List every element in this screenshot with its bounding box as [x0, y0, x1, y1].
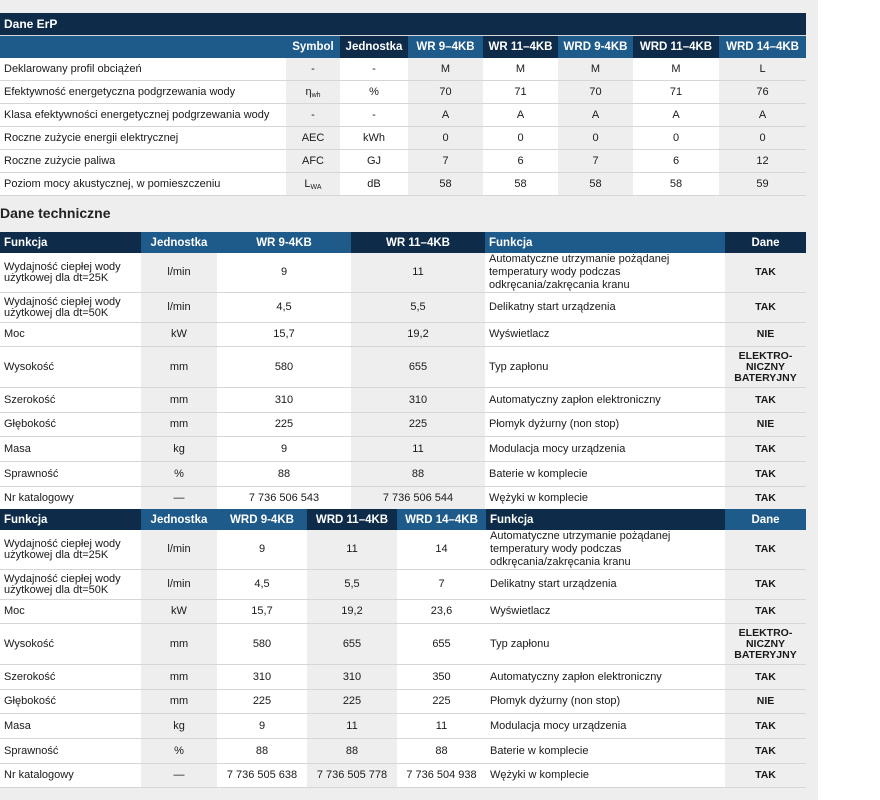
erp-header-blank	[0, 36, 286, 59]
tech-row	[0, 665, 806, 690]
tech2-header-model: WRD 11–4KB	[307, 509, 397, 530]
erp-symbol-text: -	[311, 108, 315, 121]
tech-row-value: 655	[307, 624, 397, 665]
erp-row-unit: -	[340, 58, 408, 81]
erp-header-model: WRD 11–4KB	[633, 36, 719, 59]
tech-row-unit: l/min	[141, 570, 217, 600]
erp-symbol-text: -	[311, 62, 315, 75]
tech-row	[0, 624, 806, 665]
tech-row-value: 310	[307, 665, 397, 690]
erp-row-value: 0	[633, 127, 719, 150]
tech-row-value: 655	[351, 347, 485, 388]
erp-row-value: A	[558, 104, 633, 127]
tech-row-data: TAK	[725, 764, 806, 788]
erp-row	[0, 150, 806, 173]
tech-row	[0, 739, 806, 764]
tech-row-feature: Modulacja mocy urządzenia	[485, 437, 725, 462]
tech-row-function: Wydajność ciepłej wody użytkowej dla dt=25K	[0, 253, 141, 293]
erp-row-unit: dB	[340, 173, 408, 196]
tech-row-value: 88	[397, 739, 486, 764]
tech-row-unit: mm	[141, 413, 217, 437]
tech-row-data: TAK	[725, 487, 806, 511]
section-title: Dane techniczne	[0, 205, 111, 221]
tech-row-data: TAK	[725, 739, 806, 764]
tech-row-data: TAK	[725, 437, 806, 462]
tech2-header-unit: Jednostka	[141, 509, 217, 530]
erp-header-unit: Jednostka	[340, 36, 408, 59]
tech-row-value: 7 736 506 544	[351, 487, 485, 511]
tech-row-data: TAK	[725, 253, 806, 293]
tech-row-value: 7 736 506 543	[217, 487, 351, 511]
tech-row-value: 5,5	[351, 293, 485, 323]
erp-symbol-text: AFC	[302, 154, 324, 167]
tech-row-data: ELEKTRO-NICZNY BATERYJNY	[725, 347, 806, 388]
tech-row	[0, 600, 806, 624]
tech-row-value: 7 736 505 778	[307, 764, 397, 788]
tech-row-function: Wysokość	[0, 624, 141, 665]
erp-row-value: A	[483, 104, 558, 127]
tech-row-feature: Delikatny start urządzenia	[485, 293, 725, 323]
tech-row-feature: Automatyczne utrzymanie pożądanej temperatury wody podczas odkręcania/zakręcania kranu	[485, 253, 725, 293]
tech-row-value: 88	[307, 739, 397, 764]
tech-row-unit: mm	[141, 665, 217, 690]
tech-row-value: 310	[217, 388, 351, 413]
tech1-header-function: Funkcja	[0, 232, 141, 253]
erp-row-label: Klasa efektywności energetycznej podgrzewania wody	[0, 104, 286, 127]
tech2-header-row	[0, 509, 806, 530]
erp-row	[0, 58, 806, 81]
tech-row-unit: mm	[141, 388, 217, 413]
tech-row-data: TAK	[725, 570, 806, 600]
tech-row-function: Nr katalogowy	[0, 487, 141, 511]
tech-row-data: TAK	[725, 388, 806, 413]
tech-row-feature: Płomyk dyżurny (non stop)	[485, 413, 725, 437]
tech-row-function: Masa	[0, 714, 141, 739]
tech-row-value: 350	[397, 665, 486, 690]
erp-row-value: M	[408, 58, 483, 81]
erp-table	[0, 13, 806, 196]
erp-row-unit: %	[340, 81, 408, 104]
erp-row-value: 70	[558, 81, 633, 104]
erp-header-row	[0, 36, 806, 59]
tech-row-value: 580	[217, 624, 307, 665]
erp-header-model: WRD 9-4KB	[558, 36, 633, 59]
erp-symbol-subscript: WA	[310, 183, 322, 191]
tech-row-value: 7 736 504 938	[397, 764, 486, 788]
tech-row	[0, 487, 806, 511]
erp-row-value: 58	[558, 173, 633, 196]
tech-row-feature: Wyświetlacz	[485, 323, 725, 347]
erp-row	[0, 127, 806, 150]
tech-row-data: TAK	[725, 714, 806, 739]
erp-row-value: M	[633, 58, 719, 81]
tech-row-feature: Modulacja mocy urządzenia	[486, 714, 725, 739]
tech-row-value: 5,5	[307, 570, 397, 600]
tech-row-value: 225	[217, 413, 351, 437]
erp-row-value: A	[408, 104, 483, 127]
tech1-header-data: Dane	[725, 232, 806, 253]
tech-row-function: Szerokość	[0, 665, 141, 690]
tech-row-feature: Automatyczny zapłon elektroniczny	[486, 665, 725, 690]
tech-row-value: 225	[307, 690, 397, 714]
tech-row-feature: Automatyczne utrzymanie pożądanej temperatury wody podczas odkręcania/zakręcania kranu	[486, 530, 725, 570]
tech-row	[0, 714, 806, 739]
tech-row-function: Głębokość	[0, 690, 141, 714]
tech-row-value: 7	[397, 570, 486, 600]
tech2-header-function: Funkcja	[0, 509, 141, 530]
tech-row-feature: Baterie w komplecie	[485, 462, 725, 487]
erp-symbol-text: L	[304, 177, 311, 190]
erp-symbol-text: η	[305, 85, 312, 98]
erp-symbol-subscript: wh	[311, 91, 321, 99]
erp-row-value: 58	[408, 173, 483, 196]
tech-row-data: TAK	[725, 665, 806, 690]
tech-row-data: TAK	[725, 530, 806, 570]
erp-row-value: 0	[558, 127, 633, 150]
tech-row-value: 580	[217, 347, 351, 388]
tech-row-function: Wydajność ciepłej wody użytkowej dla dt=50K	[0, 570, 141, 600]
tech-row-unit: l/min	[141, 253, 217, 293]
erp-symbol-text: AEC	[301, 131, 325, 144]
erp-row-value: M	[483, 58, 558, 81]
tech-row-function: Wysokość	[0, 347, 141, 388]
tech-row-feature: Płomyk dyżurny (non stop)	[486, 690, 725, 714]
erp-row-value: 58	[483, 173, 558, 196]
tech1-header-feature: Funkcja	[485, 232, 725, 253]
tech-row-feature: Wężyki w komplecie	[485, 487, 725, 511]
erp-row-unit: kWh	[340, 127, 408, 150]
erp-row-value: 71	[483, 81, 558, 104]
tech1-header-model: WR 9-4KB	[217, 232, 351, 253]
tech-row-data: ELEKTRO-NICZNY BATERYJNY	[725, 624, 806, 665]
tech-row-value: 15,7	[217, 323, 351, 347]
tech-row-unit: —	[141, 487, 217, 511]
tech-row-unit: kg	[141, 437, 217, 462]
erp-row-value: 58	[633, 173, 719, 196]
erp-header-model: WR 9–4KB	[408, 36, 483, 59]
tech-row-value: 88	[217, 462, 351, 487]
erp-row-value: A	[719, 104, 806, 127]
erp-row-label: Poziom mocy akustycznej, w pomieszczeniu	[0, 173, 286, 196]
tech-row-function: Wydajność ciepłej wody użytkowej dla dt=25K	[0, 530, 141, 570]
tech-row	[0, 388, 806, 413]
erp-row-value: 76	[719, 81, 806, 104]
tech-row-function: Sprawność	[0, 462, 141, 487]
tech-row-value: 9	[217, 253, 351, 293]
tech-row-value: 19,2	[351, 323, 485, 347]
tech2-header-feature: Funkcja	[486, 509, 725, 530]
erp-row	[0, 173, 806, 196]
tech-row	[0, 347, 806, 388]
erp-row-value: 7	[408, 150, 483, 173]
tech-row-value: 655	[397, 624, 486, 665]
tech-row-value: 7 736 505 638	[217, 764, 307, 788]
tech-row	[0, 293, 806, 323]
erp-row-value: 0	[483, 127, 558, 150]
tech-row-function: Wydajność ciepłej wody użytkowej dla dt=50K	[0, 293, 141, 323]
erp-row-value: A	[633, 104, 719, 127]
tech-row-data: NIE	[725, 690, 806, 714]
erp-row-value: 12	[719, 150, 806, 173]
tech-row-value: 23,6	[397, 600, 486, 624]
tech-row	[0, 413, 806, 437]
tech-row-unit: kW	[141, 323, 217, 347]
tech-row-value: 225	[351, 413, 485, 437]
erp-row-symbol	[286, 81, 340, 104]
tech-row	[0, 323, 806, 347]
tech-row-value: 11	[307, 530, 397, 570]
tech-row-feature: Automatyczny zapłon elektroniczny	[485, 388, 725, 413]
tech-row-unit: mm	[141, 690, 217, 714]
tech-row-data: TAK	[725, 462, 806, 487]
tech-row-value: 9	[217, 714, 307, 739]
tech-row-data: TAK	[725, 600, 806, 624]
tech-row-unit: mm	[141, 347, 217, 388]
erp-row-label: Roczne zużycie energii elektrycznej	[0, 127, 286, 150]
erp-row-value: 71	[633, 81, 719, 104]
tech-row-unit: kW	[141, 600, 217, 624]
tech-row-unit: —	[141, 764, 217, 788]
tech2-header-data: Dane	[725, 509, 806, 530]
tech-row-feature: Typ zapłonu	[485, 347, 725, 388]
tech-row-value: 310	[351, 388, 485, 413]
tech-row-value: 88	[217, 739, 307, 764]
erp-row-value: 6	[633, 150, 719, 173]
tech-row-function: Szerokość	[0, 388, 141, 413]
erp-row-label: Deklarowany profil obciążeń	[0, 58, 286, 81]
erp-title: Dane ErP	[0, 13, 806, 36]
tech-row-value: 11	[351, 437, 485, 462]
erp-row-label: Efektywność energetyczna podgrzewania wody	[0, 81, 286, 104]
tech-row	[0, 690, 806, 714]
tech-table-wr	[0, 232, 806, 511]
tech-row-value: 11	[307, 714, 397, 739]
erp-row-symbol	[286, 104, 340, 127]
erp-row-symbol	[286, 58, 340, 81]
tech-row	[0, 570, 806, 600]
tech-table-wrd	[0, 509, 806, 788]
tech-row-value: 14	[397, 530, 486, 570]
tech-row-unit: l/min	[141, 530, 217, 570]
tech-row-unit: %	[141, 462, 217, 487]
erp-header-symbol: Symbol	[286, 36, 340, 59]
erp-row-unit: GJ	[340, 150, 408, 173]
erp-row-value: 59	[719, 173, 806, 196]
erp-header-model: WRD 14–4KB	[719, 36, 806, 59]
tech-row	[0, 253, 806, 293]
tech-row-feature: Delikatny start urządzenia	[486, 570, 725, 600]
tech-row-value: 4,5	[217, 293, 351, 323]
tech2-header-model: WRD 14–4KB	[397, 509, 486, 530]
erp-row-value: 0	[719, 127, 806, 150]
tech-row-data: NIE	[725, 413, 806, 437]
tech-row-feature: Wężyki w komplecie	[486, 764, 725, 788]
tech-row-unit: kg	[141, 714, 217, 739]
tech-row-value: 225	[217, 690, 307, 714]
erp-row-value: 7	[558, 150, 633, 173]
tech-row-function: Nr katalogowy	[0, 764, 141, 788]
tech-row-value: 310	[217, 665, 307, 690]
tech-row-data: NIE	[725, 323, 806, 347]
erp-row-value: 6	[483, 150, 558, 173]
tech-row-value: 4,5	[217, 570, 307, 600]
tech-row-data: TAK	[725, 293, 806, 323]
erp-row-symbol	[286, 150, 340, 173]
erp-row	[0, 81, 806, 104]
erp-header-model: WR 11–4KB	[483, 36, 558, 59]
tech-row-value: 88	[351, 462, 485, 487]
tech-row-function: Moc	[0, 323, 141, 347]
tech2-header-model: WRD 9-4KB	[217, 509, 307, 530]
erp-row-value: 70	[408, 81, 483, 104]
tech-row-feature: Wyświetlacz	[486, 600, 725, 624]
tech-row-unit: l/min	[141, 293, 217, 323]
tech-row-value: 15,7	[217, 600, 307, 624]
tech-row-function: Głębokość	[0, 413, 141, 437]
erp-row	[0, 104, 806, 127]
tech-row	[0, 530, 806, 570]
erp-row-value: 0	[408, 127, 483, 150]
tech-row-function: Moc	[0, 600, 141, 624]
tech-row-value: 9	[217, 530, 307, 570]
erp-row-symbol	[286, 127, 340, 150]
tech-row-feature: Typ zapłonu	[486, 624, 725, 665]
tech-row-function: Masa	[0, 437, 141, 462]
tech-row-function: Sprawność	[0, 739, 141, 764]
tech-row-feature: Baterie w komplecie	[486, 739, 725, 764]
tech-row-unit: %	[141, 739, 217, 764]
erp-row-value: M	[558, 58, 633, 81]
erp-row-unit: -	[340, 104, 408, 127]
tech1-header-unit: Jednostka	[141, 232, 217, 253]
tech1-header-row	[0, 232, 806, 253]
tech-row-value: 9	[217, 437, 351, 462]
tech-row	[0, 764, 806, 788]
tech1-header-model: WR 11–4KB	[351, 232, 485, 253]
erp-row-symbol	[286, 173, 340, 196]
tech-row-value: 225	[397, 690, 486, 714]
tech-row-value: 11	[351, 253, 485, 293]
tech-row-value: 11	[397, 714, 486, 739]
tech-row	[0, 437, 806, 462]
erp-row-value: L	[719, 58, 806, 81]
tech-row	[0, 462, 806, 487]
erp-row-label: Roczne zużycie paliwa	[0, 150, 286, 173]
tech-row-unit: mm	[141, 624, 217, 665]
tech-row-value: 19,2	[307, 600, 397, 624]
